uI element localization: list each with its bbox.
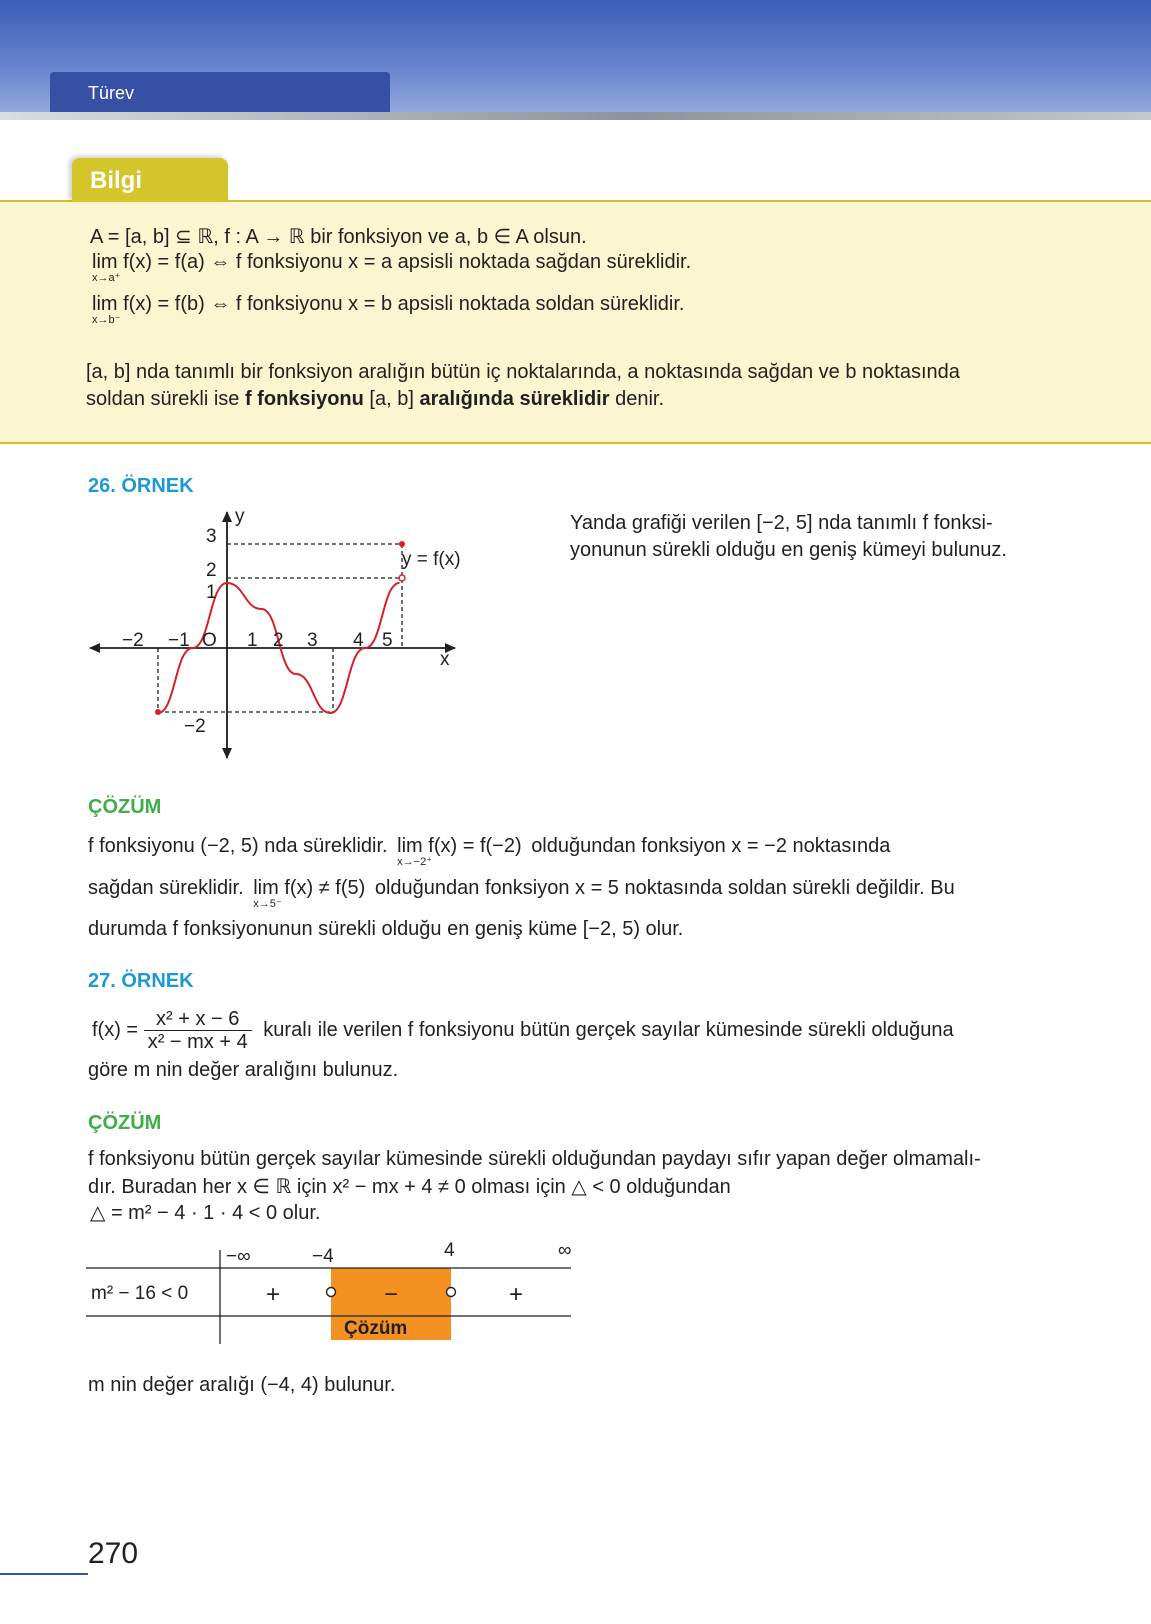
bold-text: f fonksiyonu <box>244 388 364 410</box>
function-graph <box>80 500 510 770</box>
sign-table <box>86 1232 586 1347</box>
info-tab-label: Bilgi <box>72 158 228 202</box>
limit-subscript: x→a⁺ <box>92 272 121 284</box>
endpoint-filled <box>399 541 405 547</box>
boundary-label: ∞ <box>558 1240 572 1261</box>
x-tick-label: 1 <box>247 630 258 651</box>
x-tick-label: 4 <box>353 630 364 651</box>
page-number: 270 <box>88 1537 139 1570</box>
solution-27-result: m nin değer aralığı (−4, 4) bulunur. <box>88 1374 396 1396</box>
limit-text: lim f(x) = f(−2) <box>397 835 522 857</box>
text: denir. <box>609 388 665 410</box>
question-line: yonunun sürekli olduğu en geniş kümeyi bulunuz. <box>570 539 1007 561</box>
x-tick-label: −1 <box>168 630 190 651</box>
limit-subscript: x→b⁻ <box>92 314 121 326</box>
solution-26-heading: ÇÖZÜM <box>88 796 162 818</box>
example-27-formula-line <box>92 1008 954 1053</box>
y-tick-label: −2 <box>184 716 206 737</box>
solution-26-line-3: durumda f fonksiyonunun sürekli olduğu en geniş küme [−2, 5) olur. <box>88 918 684 940</box>
limit-text: lim f(x) ≠ f(5) <box>253 877 366 899</box>
solution-27-line-2: dır. Buradan her x ∈ ℝ için x² − mx + 4 ≠ 0 olması için △ < 0 olduğundan <box>88 1176 731 1198</box>
sign-minus: − <box>384 1281 399 1308</box>
solution-label: Çözüm <box>344 1318 408 1339</box>
limit-text: lim f(x) = f(a) ⇔ f fonksiyonu x = a apsisli noktada sağdan süreklidir. <box>92 251 692 273</box>
text: f fonksiyonu (−2, 5) nda süreklidir. <box>88 835 388 857</box>
text: kuralı ile verilen f fonksiyonu bütün gerçek sayılar kümesinde sürekli olduğuna <box>263 1019 954 1041</box>
endpoint-filled <box>155 709 161 715</box>
info-line-1: A = [a, b] ⊆ ℝ, f : A → ℝ bir fonksiyon ve a, b ∈ A olsun. <box>90 226 587 248</box>
solution-26-line-2 <box>88 877 955 910</box>
example-26-heading: 26. ÖRNEK <box>88 475 194 497</box>
solution-26-line-1 <box>88 835 891 868</box>
sign-plus: + <box>266 1281 281 1308</box>
x-tick-label: −2 <box>122 630 144 651</box>
info-paragraph-line-2 <box>86 388 664 411</box>
x-tick-label: 2 <box>273 630 284 651</box>
limit-expression <box>253 877 366 910</box>
open-point <box>447 1288 456 1297</box>
boundary-label: 4 <box>444 1240 455 1261</box>
boundary-label: −∞ <box>226 1246 251 1267</box>
limit-subscript: x→−2⁺ <box>397 856 433 868</box>
open-point <box>327 1288 336 1297</box>
text: sağdan süreklidir. <box>88 877 244 899</box>
text: olduğundan fonksiyon x = 5 noktasında soldan sürekli değildir. Bu <box>374 877 955 899</box>
denominator: x² − mx + 4 <box>147 1031 248 1053</box>
origin-label: O <box>202 630 217 651</box>
fraction <box>144 1008 252 1053</box>
bold-text: aralığında süreklidir <box>419 388 610 410</box>
limit-subscript: x→5⁻ <box>253 898 282 910</box>
x-axis-label: x <box>440 649 450 670</box>
question-line: Yanda grafiği verilen [−2, 5] nda tanımlı f fonksi- <box>570 512 993 534</box>
chapter-tab: Türev <box>50 72 390 112</box>
solution-27-heading: ÇÖZÜM <box>88 1112 162 1134</box>
numerator: x² + x − 6 <box>144 1008 252 1031</box>
y-tick-label: 3 <box>206 526 217 547</box>
x-tick-label: 5 <box>382 630 393 651</box>
limit-text: lim f(x) = f(b) ⇔ f fonksiyonu x = b apsisli noktada soldan süreklidir. <box>92 293 685 315</box>
boundary-label: −4 <box>312 1246 334 1267</box>
limit-expression <box>92 293 685 326</box>
example-27-heading: 27. ÖRNEK <box>88 970 194 992</box>
page-number-rule <box>0 1573 88 1575</box>
limit-expression <box>92 251 692 284</box>
info-paragraph-line-1: [a, b] nda tanımlı bir fonksiyon aralığın bütün iç noktalarında, a noktasında sağdan ve b noktasında <box>86 361 960 383</box>
info-limit-right <box>92 251 692 284</box>
example-27-line-2: göre m nin değer aralığını bulunuz. <box>88 1059 399 1081</box>
x-tick-label: 3 <box>307 630 318 651</box>
example-26-question <box>570 510 1050 564</box>
limit-expression <box>397 835 522 868</box>
y-tick-label: 1 <box>206 582 217 603</box>
sign-plus: + <box>509 1281 524 1308</box>
solution-27-line-3: △ = m² − 4 · 1 · 4 < 0 olur. <box>90 1202 321 1224</box>
function-label: f(x) = <box>92 1019 139 1041</box>
info-limit-left <box>92 293 685 326</box>
text: olduğundan fonksiyon x = −2 noktasında <box>531 835 891 857</box>
y-axis-label: y <box>235 506 245 527</box>
text: [a, b] <box>363 388 420 410</box>
solution-27-line-1: f fonksiyonu bütün gerçek sayılar kümesinde sürekli olduğundan paydayı sıfır yapan değer olmamalı- <box>88 1148 981 1170</box>
row-label: m² − 16 < 0 <box>91 1283 189 1304</box>
endpoint-open <box>399 575 405 581</box>
header-stripe <box>0 112 1151 120</box>
curve-label: y = f(x) <box>402 549 461 570</box>
y-tick-label: 2 <box>206 560 217 581</box>
text: soldan sürekli ise <box>86 388 245 410</box>
